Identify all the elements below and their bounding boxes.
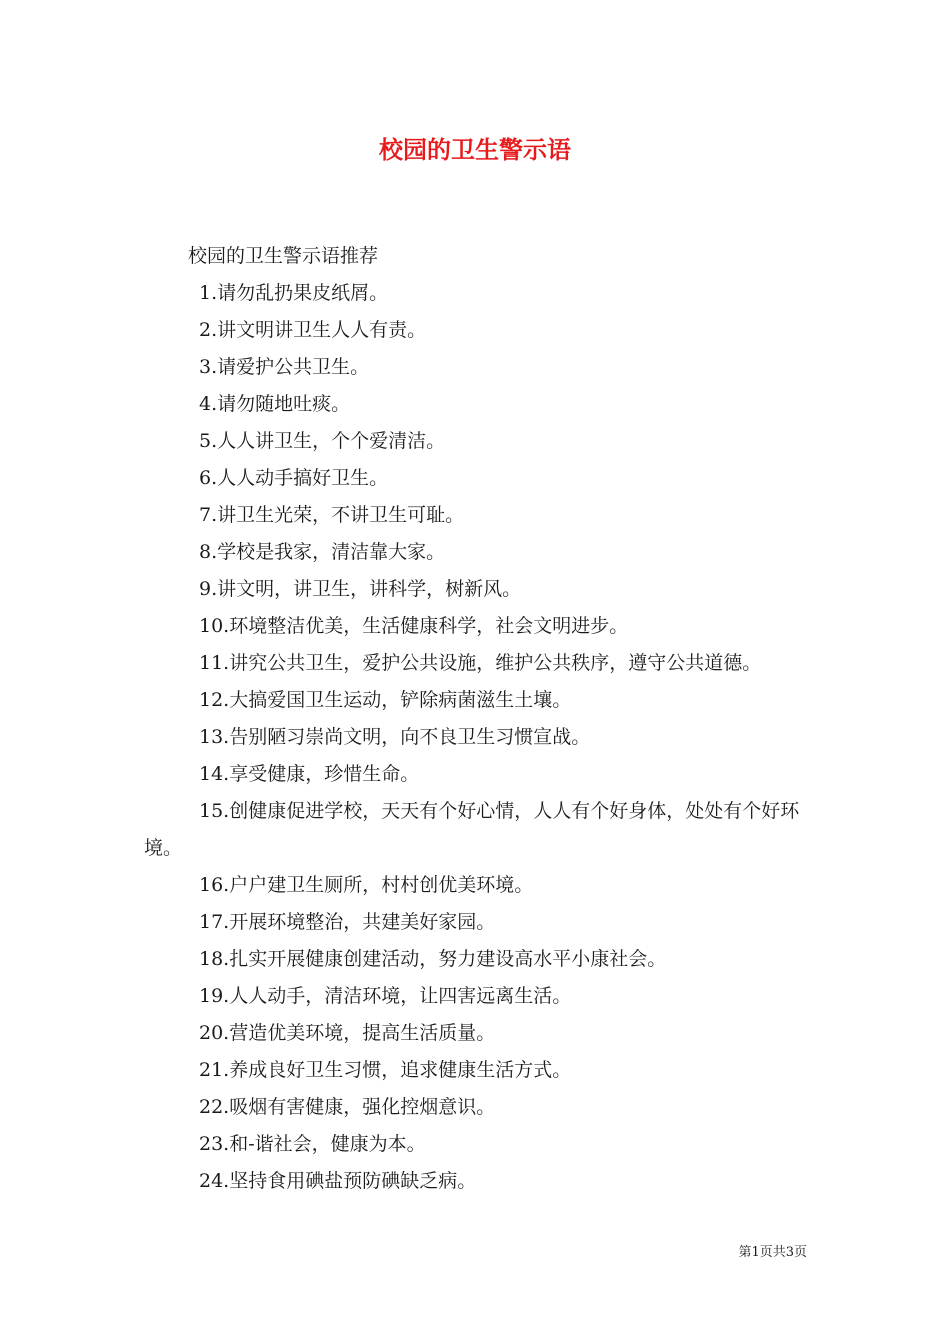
list-item: 18.扎实开展健康创建活动，努力建设高水平小康社会。 <box>199 948 667 970</box>
list-item: 3.请爱护公共卫生。 <box>199 356 370 378</box>
list-item: 21.养成良好卫生习惯，追求健康生活方式。 <box>199 1059 572 1081</box>
list-item: 16.户户建卫生厕所，村村创优美环境。 <box>199 874 534 896</box>
list-item: 9.讲文明，讲卫生，讲科学，树新风。 <box>199 578 522 600</box>
list-item: 1.请勿乱扔果皮纸屑。 <box>199 282 389 304</box>
list-item: 15.创健康促进学校，天天有个好心情，人人有个好身体，处处有个好环境。 <box>144 800 800 859</box>
list-item: 23.和-谐社会，健康为本。 <box>199 1133 426 1155</box>
list-item: 6.人人动手搞好卫生。 <box>199 467 389 489</box>
list-item: 13.告别陋习崇尚文明，向不良卫生习惯宣战。 <box>199 726 591 748</box>
list-item: 8.学校是我家，清洁靠大家。 <box>199 541 446 563</box>
intro-heading: 校园的卫生警示语推荐 <box>188 245 379 267</box>
document-title: 校园的卫生警示语 <box>379 135 571 164</box>
list-item: 11.讲究公共卫生，爱护公共设施，维护公共秩序，遵守公共道德。 <box>199 652 762 674</box>
document-body <box>144 238 809 1200</box>
list-item: 22.吸烟有害健康，强化控烟意识。 <box>199 1096 496 1118</box>
list-item: 19.人人动手，清洁环境，让四害远离生活。 <box>199 985 572 1007</box>
list-item: 4.请勿随地吐痰。 <box>199 393 351 415</box>
list-item: 14.享受健康，珍惜生命。 <box>199 763 420 785</box>
list-item: 10.环境整洁优美，生活健康科学，社会文明进步。 <box>199 615 629 637</box>
list-item: 17.开展环境整治，共建美好家园。 <box>199 911 496 933</box>
list-item: 20.营造优美环境，提高生活质量。 <box>199 1022 496 1044</box>
list-item: 12.大搞爱国卫生运动，铲除病菌滋生土壤。 <box>199 689 572 711</box>
list-item: 24.坚持食用碘盐预防碘缺乏病。 <box>199 1170 477 1192</box>
list-item: 2.讲文明讲卫生人人有责。 <box>199 319 427 341</box>
slogan-list <box>144 275 809 1200</box>
list-item: 5.人人讲卫生，个个爱清洁。 <box>199 430 446 452</box>
list-item: 7.讲卫生光荣，不讲卫生可耻。 <box>199 504 465 526</box>
page-number-footer: 第1页共3页 <box>738 1245 807 1260</box>
